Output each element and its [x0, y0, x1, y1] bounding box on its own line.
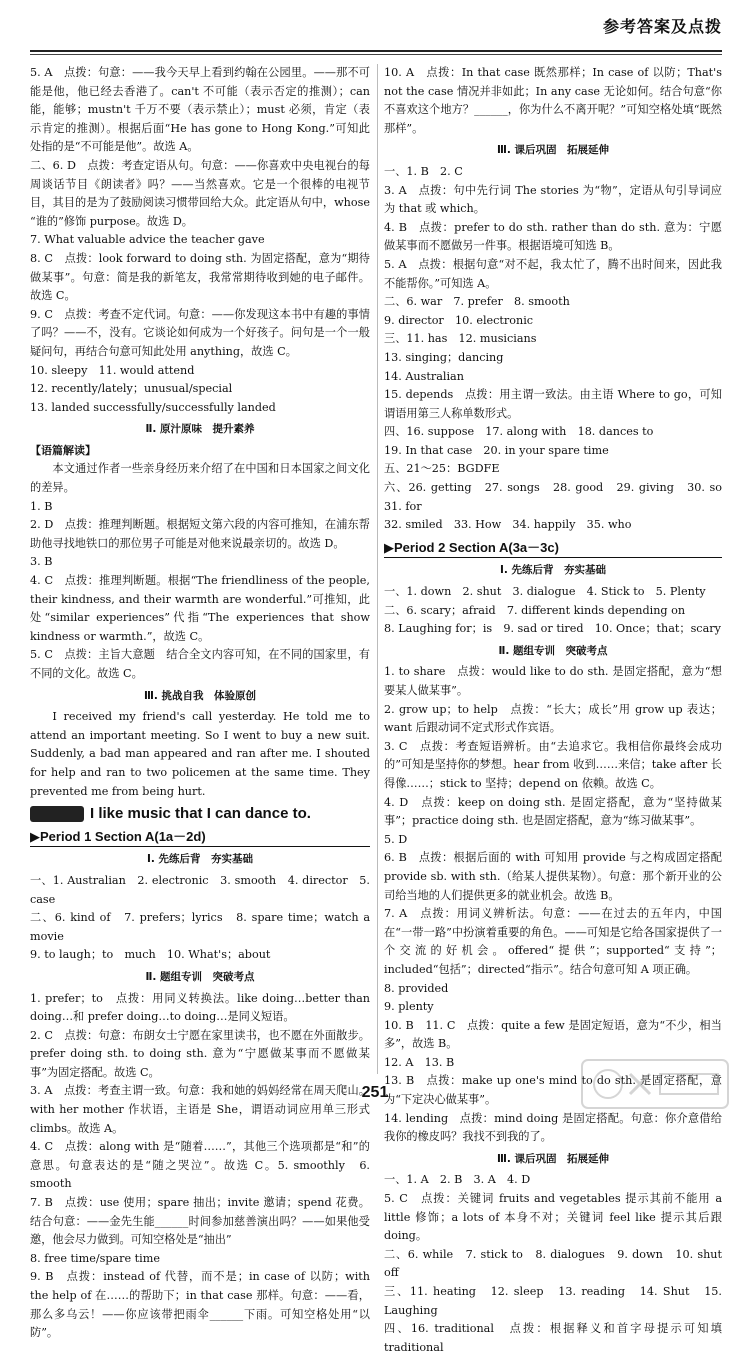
- passage-text: I received my friend's call yesterday. He told me to attend an important meeting. So I went to buy a new suit. Suddenly, a bad man appeared and ran after me. I shouted for help and ran to two policemen at the same time. They prevented me from being hurt.: [30, 710, 370, 798]
- answer-item: 4. D 点拨：keep on doing sth. 是固定搭配，意为“坚持做某事”；practice doing sth. 也是固定搭配，意为“练习做某事”。: [384, 795, 722, 828]
- answer-item: 5. A 点拨：根据句意“对不起，我太忙了，腾不出时间来，因此我不能帮你。”可知选 A。: [384, 257, 722, 290]
- section-heading: Ⅰ. 先练后背 夯实基础: [146, 853, 254, 866]
- answer-item: 14. lending 点拨：mind doing 是固定搭配。句意：你介意借给我你的橡皮吗？我找不到我的了。: [384, 1111, 722, 1144]
- answer-item: 12. recently/lately；unusual/special: [30, 382, 233, 396]
- answer-item: 10. sleepy 11. would attend: [30, 363, 195, 377]
- answer-item: 9. C 点拨：考查不定代词。句意：——你发现这本书中有趣的事情了吗？——不，没有。它谈论如何成为一个好孩子。问句是一个一般疑问句，再结合句意可知此处用 anything，故选 C。: [30, 307, 370, 358]
- answer-item: 7. A 点拨：用词义辨析法。句意：——在过去的五年内，中国在“一带一路”中扮演着重要的角色。——可知是它给各国家提供了一个交流的好机会。offered“提供”；supported“支持”；included“包括”；directed“指示”。结合句意可知 A 项正确。: [384, 907, 722, 976]
- sub-heading: 【语篇解读】: [30, 443, 96, 457]
- answer-item: 1. to share 点拨：would like to do sth. 是固定搭配，意为“想要某人做某事”。: [384, 665, 722, 697]
- period-heading: ▶Period 1 Section A(1a－2d): [30, 828, 370, 848]
- answer-item: 1. prefer；to 点拨：用同义转换法。like doing…better than doing…和 prefer doing…to doing…是同义短语。: [30, 991, 370, 1024]
- answer-item: 四、16. suppose 17. along with 18. dances to: [384, 425, 654, 439]
- answer-item: 3. C 点拨：考查短语辨析。由“去追求它。我相信你最终会成功的”可知是坚持你的梦想。hear from 收到……来信；take after 长得像……；stick to 坚持；depend on 依赖。故选 C。: [384, 739, 722, 790]
- answer-item: 5. A 点拨：句意：——我今天早上看到约翰在公园里。——那不可能是他，他已经去香港了。can't 不可能（表示否定的推测）；can 能，能够；mustn't 千万不要（表示禁止）；must 必须，肯定（表示肯定的推测）。根据后面“He has gone to Hong Kong.”可知此处指的是“不可能是他”。故选 A。: [30, 66, 370, 154]
- unit-title: I like music that I can dance to.: [90, 805, 311, 823]
- answer-item: 10. A 点拨：In that case 既然那样；In case of 以防；That's not the case 情况并非如此；In any case 无论如何。结合句意“你不喜欢这个地方？______，你为什么不离开呢？”可知空格处填“既然那样”。: [384, 66, 722, 135]
- answer-item: 13. singing；dancing: [384, 350, 504, 364]
- answer-item: 10. B 11. C 点拨：quite a few 是固定短语，意为“不少，相当多”，故选 B。: [384, 1018, 722, 1051]
- answer-item: 二、6. scary；afraid 7. different kinds depending on: [384, 603, 686, 617]
- section-heading: Ⅱ. 题组专训 突破考点: [145, 970, 255, 983]
- unit-badge-icon: [30, 806, 84, 822]
- answer-item: 13. landed successfully/successfully landed: [30, 400, 276, 414]
- answer-item: 2. grow up；to help 点拨：“长大；成长”用 grow up 表达；want 后跟动词不定式形式作宾语。: [384, 702, 722, 735]
- answer-item: 19. In that case 20. in your spare time: [384, 443, 609, 457]
- section-heading: Ⅲ. 课后巩固 拓展延伸: [496, 1152, 610, 1165]
- answer-item: 9. plenty: [384, 1000, 434, 1014]
- answer-item: 一、1. B 2. C: [384, 164, 463, 178]
- page-header: [0, 0, 750, 60]
- answer-item: 二、6. D 点拨：考查定语从句。句意：——你喜欢中央电视台的每周谈话节目《朗读者》吗？——当然喜欢。它是一个很棒的电视节目，其目的是为了鼓励阅读习惯带回给大众。此定语从句中，whose “谁的”修饰 purpose。故选 D。: [30, 158, 370, 228]
- page-number: 251: [361, 1084, 389, 1101]
- answer-item: 4. C 点拨：along with 是“随着……”，其他三个选项都是“和”的意思。句意表达的是“随之哭泣”。故选 C。5. smoothly 6. smooth: [30, 1140, 370, 1191]
- left-column: [30, 64, 370, 1343]
- answer-item: 二、6. war 7. prefer 8. smooth: [384, 295, 570, 309]
- answer-item: 四、16. traditional 点拨：根据释义和首字母提示可知填 traditional: [384, 1322, 722, 1354]
- unit-heading: [30, 805, 370, 824]
- answer-item: 三、11. has 12. musicians: [384, 332, 537, 346]
- answer-item: 12. A 13. B: [384, 1055, 455, 1069]
- answer-item: 5. C 点拨：主旨大意题 结合全文内容可知，在不同的国家里，有不同的文化。故选 C。: [30, 648, 370, 680]
- answer-item: 3. B: [30, 555, 53, 569]
- answer-item: 一、1. A 2. B 3. A 4. D: [384, 1173, 531, 1187]
- answer-item: 8. free time/spare time: [30, 1251, 160, 1265]
- section-heading: Ⅲ. 挑战自我 体验原创: [143, 689, 257, 702]
- answer-item: 13. B 点拨：make up one's mind to do sth. 是固定搭配，意为“下定决心做某事”。: [384, 1074, 722, 1107]
- answer-item: 2. C 点拨：句意：布朗女士宁愿在家里读书，也不愿在外面散步。prefer doing sth. to doing sth. 意为“宁愿做某事而不愿做某事”为固定搭配。故选 C。: [30, 1028, 370, 1079]
- header-title: 参考答案及点拨: [602, 17, 722, 36]
- watermark-logo-icon: [580, 1056, 730, 1112]
- header-rule: [30, 50, 722, 52]
- summary-text: 本文通过作者一些亲身经历来介绍了在中国和日本国家之间文化的差异。: [30, 462, 370, 495]
- period-heading: ▶Period 2 Section A(3a－3c): [384, 539, 722, 559]
- answer-item: 六、26. getting 27. songs 28. good 29. giving 30. so 31. for: [384, 481, 734, 513]
- answer-item: 二、6. while 7. stick to 8. dialogues 9. down 10. shut off: [384, 1247, 722, 1280]
- answer-item: 五、21～25：BGDFE: [384, 462, 500, 476]
- answer-item: 二、6. kind of 7. prefers；lyrics 8. spare time；watch a movie: [30, 911, 370, 943]
- answer-item: 15. depends 点拨：用主谓一致法。由主语 Where to go，可知谓语用第三人称单数形式。: [384, 388, 722, 420]
- section-heading: Ⅲ. 课后巩固 拓展延伸: [496, 144, 610, 157]
- answer-item: 1. B: [30, 499, 53, 513]
- answer-item: 8. provided: [384, 981, 449, 995]
- section-heading: Ⅱ. 原汁原味 提升素养: [145, 423, 255, 436]
- answer-item: 9. to laugh；to much 10. What's；about: [30, 948, 271, 962]
- answer-item: 3. A 点拨：句中先行词 The stories 为“物”，定语从句引导词应为 that 或 which。: [384, 183, 722, 216]
- answer-item: 5. D: [384, 832, 408, 846]
- answer-item: 32. smiled 33. How 34. happily 35. who: [384, 518, 632, 532]
- answer-item: 9. B 点拨：instead of 代替，而不是；in case of 以防；with the help of 在……的帮助下；in that case 那样。句意：——看，那么多乌云！——你应该带把雨伞______下雨。可知空格处用“以防”。: [30, 1270, 370, 1340]
- right-column: [384, 64, 734, 1357]
- answer-item: 9. director 10. electronic: [384, 313, 534, 327]
- answer-item: 3. A 点拨：考查主谓一致。句意：我和她的妈妈经常在周天爬山。with her mother 作状语，主语是 She，谓语动词应用单三形式 climbs。故选 A。: [30, 1084, 370, 1135]
- answer-item: 4. C 点拨：推理判断题。根据“The friendliness of the people, their kindness, and their warmth are wonderful.”可推知，此处“similar experiences”代指“The experiences that show kindness or warmth.”，故选 C。: [30, 574, 370, 643]
- answer-item: 一、1. down 2. shut 3. dialogue 4. Stick to 5. Plenty: [384, 585, 706, 599]
- answer-item: 三、11. heating 12. sleep 13. reading 14. Shut 15. Laughing: [384, 1285, 722, 1317]
- section-heading: Ⅰ. 先练后背 夯实基础: [499, 564, 607, 577]
- answer-item: 8. C 点拨：look forward to doing sth. 为固定搭配，意为“期待做某事”。句意：简是我的新笔友，我常常期待收到她的电子邮件。故选 C。: [30, 251, 370, 303]
- answer-item: 6. B 点拨：根据后面的 with 可知用 provide 与之构成固定搭配 provide sb. with sth.（给某人提供某物）。句意：那个新开业的公司给当地的人们提供更多的就业机会。故选 B。: [384, 851, 722, 902]
- answer-item: 14. Australian: [384, 369, 464, 383]
- section-heading: Ⅱ. 题组专训 突破考点: [498, 644, 608, 657]
- header-rule-thin: [30, 54, 722, 55]
- answer-item: 7. What valuable advice the teacher gave: [30, 233, 265, 247]
- answer-item: 2. D 点拨：推理判断题。根据短文第六段的内容可推知，在浦东帮助他寻找地铁口的那位男子可能是对他来说最亲切的。故选 D。: [30, 518, 370, 550]
- answer-item: 一、1. Australian 2. electronic 3. smooth 4. director 5. case: [30, 873, 370, 906]
- column-divider: [377, 64, 378, 1074]
- answer-item: 7. B 点拨：use 使用；spare 抽出；invite 邀请；spend 花费。结合句意：——金先生能______时间参加慈善演出吗？——如果他受邀，他会尽力做到。可知空格处是“抽出”: [30, 1196, 370, 1247]
- answer-item: 4. B 点拨：prefer to do sth. rather than do sth. 意为：宁愿做某事而不愿做另一件事。根据语境可知选 B。: [384, 220, 722, 253]
- answer-item: 8. Laughing for；is 9. sad or tired 10. Once；that；scary: [384, 622, 721, 636]
- answer-item: 5. C 点拨：关键词 fruits and vegetables 提示其前不能用 a little 修饰；a lots of 本身不对；关键词 feel like 提示其后跟 doing。: [384, 1192, 722, 1243]
